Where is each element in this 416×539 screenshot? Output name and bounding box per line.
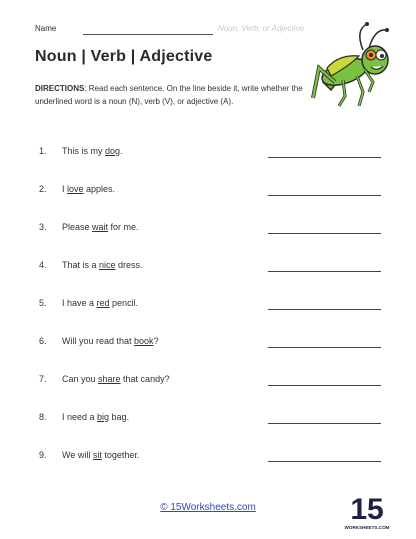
question-sentence (62, 146, 123, 156)
sentence-before: Will you read that (62, 336, 135, 346)
sentence-before: We will (62, 450, 93, 460)
sentence-after: apples. (83, 184, 116, 194)
question-row (35, 447, 385, 485)
question-sentence (62, 222, 139, 232)
underlined-word: red (96, 298, 110, 308)
worksheet-subtitle: Noun, Verb, or Adjective (218, 24, 305, 33)
underlined-word: nice (99, 260, 116, 270)
sentence-before: Please (62, 222, 93, 232)
question-number: 9. (39, 450, 47, 460)
underlined-word: big (97, 412, 110, 422)
underlined-word: love (67, 184, 84, 194)
underlined-word: share (98, 374, 121, 384)
question-number: 8. (39, 412, 47, 422)
question-number: 6. (39, 336, 47, 346)
sentence-before: I have a (62, 298, 97, 308)
underlined-word: sit (92, 450, 102, 460)
sentence-before: I (62, 184, 68, 194)
underlined-word: wait (92, 222, 109, 232)
question-row (35, 333, 385, 371)
question-sentence (62, 374, 170, 384)
sentence-after: for me. (108, 222, 139, 232)
answer-line[interactable] (268, 309, 381, 310)
question-sentence (62, 336, 159, 346)
underlined-word: dog (105, 146, 121, 156)
logo-number: 15 (350, 493, 384, 526)
question-sentence (62, 260, 143, 270)
answer-line[interactable] (268, 233, 381, 234)
answer-line[interactable] (268, 271, 381, 272)
directions-text: : Read each sentence. On the line beside it, write whether the underlined word is a noun (N), verb (V), or adjective (A). (35, 84, 303, 106)
question-row (35, 219, 385, 257)
sentence-before: That is a (62, 260, 100, 270)
page-title: Noun | Verb | Adjective (35, 48, 213, 65)
question-list (35, 143, 385, 485)
underlined-word: book (134, 336, 154, 346)
answer-line[interactable] (268, 347, 381, 348)
sentence-after: that candy? (120, 374, 170, 384)
question-sentence (62, 412, 129, 422)
answer-line[interactable] (268, 423, 381, 424)
question-sentence (62, 298, 138, 308)
question-row (35, 371, 385, 409)
name-label: Name (35, 24, 57, 33)
question-row (35, 181, 385, 219)
question-row (35, 257, 385, 295)
footer-link[interactable]: © 15Worksheets.com (160, 502, 256, 513)
sentence-before: Can you (62, 374, 99, 384)
directions-label: DIRECTIONS (35, 84, 85, 93)
answer-line[interactable] (268, 195, 381, 196)
question-number: 2. (39, 184, 47, 194)
sentence-after: together. (101, 450, 140, 460)
question-row (35, 143, 385, 181)
sentence-after: ? (153, 336, 159, 346)
logo-text: WORKSHEETS.COM (344, 525, 390, 530)
directions (35, 82, 313, 108)
question-number: 5. (39, 298, 47, 308)
question-row (35, 409, 385, 447)
sentence-after: dress. (115, 260, 143, 270)
question-sentence (62, 184, 115, 194)
answer-line[interactable] (268, 385, 381, 386)
sentence-after: pencil. (109, 298, 139, 308)
question-number: 4. (39, 260, 47, 270)
sentence-after: bag. (109, 412, 130, 422)
sentence-after: . (120, 146, 123, 156)
sentence-before: I need a (62, 412, 98, 422)
answer-line[interactable] (268, 157, 381, 158)
question-sentence (62, 450, 139, 460)
question-number: 3. (39, 222, 47, 232)
15worksheets-logo (344, 488, 390, 532)
name-row (35, 22, 305, 38)
sentence-before: This is my (62, 146, 106, 156)
name-line[interactable] (83, 34, 213, 35)
question-number: 7. (39, 374, 47, 384)
answer-line[interactable] (268, 461, 381, 462)
question-number: 1. (39, 146, 47, 156)
grasshopper-illustration (305, 20, 405, 110)
question-row (35, 295, 385, 333)
